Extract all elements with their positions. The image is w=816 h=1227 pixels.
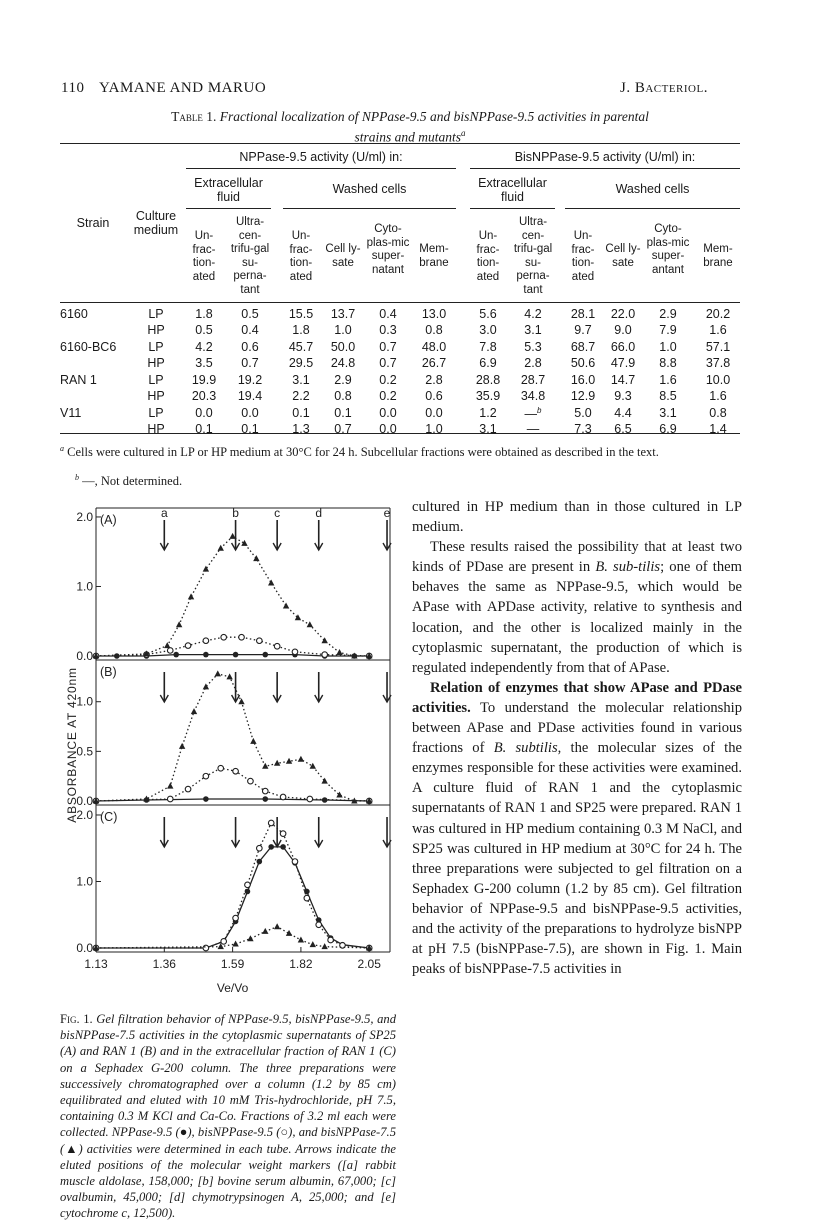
data-point-filled-triangle <box>298 937 304 943</box>
col-membrane-1: Mem-brane <box>419 243 449 269</box>
table-cell-value: 3.5 <box>195 356 213 370</box>
table-cell-value: 19.4 <box>237 389 263 403</box>
table-cell-value: 0.8 <box>334 389 352 403</box>
table-cell-value: 0.6 <box>425 389 443 403</box>
data-point-open-circle <box>167 648 173 654</box>
x-tick-label: 1.13 <box>84 957 108 971</box>
col-strain: Strain <box>76 216 110 230</box>
table-header-rule <box>60 302 740 303</box>
table-cell-value: 6.5 <box>614 422 632 436</box>
data-point-open-circle <box>280 794 286 800</box>
table-cell-value: 28.7 <box>520 373 546 387</box>
col-lysate-2: Cell ly-sate <box>605 243 641 269</box>
table-cell-value: 8.8 <box>659 356 677 370</box>
sub-washed-1: Washed cells <box>332 182 407 196</box>
table-cell-medium: LP <box>148 340 164 354</box>
data-point-open-circle <box>292 859 298 865</box>
table-label: Table 1. <box>171 109 217 124</box>
table-cell-strain: RAN 1 <box>60 373 97 387</box>
table-cell-value: 0.7 <box>241 356 259 370</box>
data-point-filled-triangle <box>176 621 182 627</box>
col-unfrac-1: Un-frac-tion-ated <box>192 230 216 283</box>
data-point-filled-circle <box>262 652 268 658</box>
footnote-b <box>75 470 182 489</box>
data-point-open-circle <box>167 796 173 802</box>
table-cell-value: 14.7 <box>610 373 636 387</box>
series-line-filled-circle <box>96 847 369 948</box>
table-cell-value: — <box>526 422 540 436</box>
table-cell-value: 0.1 <box>292 406 310 420</box>
data-point-open-circle <box>221 939 227 945</box>
table-cell-value: 1.6 <box>709 323 727 337</box>
sub4-rule <box>565 208 740 209</box>
y-tick-label: 0.5 <box>76 744 93 759</box>
y-tick-label: 0.0 <box>76 941 93 955</box>
table-cell-value: 13.7 <box>330 307 356 321</box>
p3-text-b: , the molecular sizes of the enzymes responsible for these activities were examined. A culture fluid of RAN 1 and the cytoplasmic supernatants of RAN 1 and SP25 were prepared. RAN 1 was cultured in HP medium containing 0.3 M NaCl, and SP25 was cultured in HP medium at 30°C for 24 h. The three preparations were subjected to gel filtration on a Sephadex G-200 column (1.2 by 85 cm). Gel filtration behavior of NPPase-9.5 and bisNPPase-9.5 activities, and the activity of the preparations to hydrolyze bisNPP at pH 7.5 (bisNPPase-7.5), are shown in Fig. 1. Main peaks of bisNPPase-7.5 activities in <box>412 740 742 978</box>
table-title-note: a <box>461 128 466 138</box>
table-cell-value: 1.0 <box>425 422 443 436</box>
data-point-filled-triangle <box>218 545 224 551</box>
table-cell-value: 29.5 <box>288 356 314 370</box>
data-point-filled-triangle <box>298 756 304 762</box>
journal-name: J. Bacteriol. <box>620 80 708 96</box>
marker-arrow-label: c <box>274 506 281 520</box>
x-axis-title: Ve/Vo <box>216 981 249 995</box>
data-point-filled-triangle <box>310 941 316 947</box>
table-cell-value: 7.3 <box>574 422 592 436</box>
table-cell-value: 37.8 <box>705 356 731 370</box>
group2-header: BisNPPase-9.5 activity (U/ml) in: <box>514 150 696 164</box>
x-tick-label: 2.05 <box>357 957 381 971</box>
col-unfrac-2: Un-frac-tion-ated <box>289 230 313 283</box>
table-title <box>60 108 760 146</box>
footnote-b-text: —, Not determined. <box>82 474 183 489</box>
table-cell-value: —$^b$ <box>524 406 542 422</box>
data-point-filled-circle <box>268 844 274 850</box>
table-cell-value: 1.3 <box>292 422 310 436</box>
data-point-open-circle <box>274 643 280 649</box>
y-tick-label: 1.0 <box>76 694 93 709</box>
table-cell-value: 26.7 <box>421 356 447 370</box>
paragraph-2 <box>412 537 742 678</box>
table-cell-value: 1.6 <box>709 389 727 403</box>
data-point-filled-triangle <box>167 783 173 789</box>
data-point-filled-triangle <box>336 792 342 798</box>
table-cell-value: 45.7 <box>288 340 314 354</box>
paragraph-3 <box>412 678 742 979</box>
series-line-filled-triangle <box>96 536 369 656</box>
data-point-open-circle <box>280 831 286 837</box>
x-tick-label: 1.36 <box>152 957 176 971</box>
table-cell-value: 0.2 <box>379 373 397 387</box>
table-cell-value: 2.8 <box>425 373 443 387</box>
data-point-filled-circle <box>173 652 179 658</box>
data-point-filled-triangle <box>250 738 256 744</box>
table-cell-strain: V11 <box>60 406 82 420</box>
table-cell-value: 3.1 <box>659 406 677 420</box>
data-point-filled-circle <box>262 796 268 802</box>
caption-text: Gel filtration behavior of NPPase-9.5, bisNPPase-9.5, and bisNPPase-7.5 activities in the cytoplasmic supernatants of SP25 (A) and RAN 1 (B) and in the extracellular fraction of RAN 1 (C) on a Sephadex G-200 column. The three preparations were successively chromatographed over a column (1.2 by 85 cm) equilibrated and eluted with 10 mM Tris-hydrochloride, pH 7.5, containing 0.3 M KCl and Ca-Co. Fractions of 3.2 ml each were collected. NPPase-9.5 (●), bisNPPase-9.5 (○), and bisNPPase-7.5 (▲) activities were determined in each tube. Arrows indicate the eluted positions of the molecular weight markers ([a] rabbit muscle aldolase, 158,000; [b] bovine serum albumin, 67,000; [c] ovalbumin, 45,000; [d] chymotrypsinogen A, 25,000; and [e] cytochrome c, 12,500). <box>60 1012 396 1221</box>
table-cell-value: 0.5 <box>195 323 213 337</box>
table-cell-value: 0.6 <box>241 340 259 354</box>
table-cell-value: 5.3 <box>524 340 542 354</box>
table-cell-value: 4.2 <box>195 340 213 354</box>
table-cell-value: 0.0 <box>195 406 213 420</box>
panel-label: (A) <box>100 513 117 527</box>
table-cell-value: 9.0 <box>614 323 632 337</box>
group2-rule <box>470 168 740 169</box>
table-cell-value: 20.3 <box>191 389 217 403</box>
data-point-filled-triangle <box>321 637 327 643</box>
data-point-open-circle <box>292 649 298 655</box>
table-cell-value: 6.9 <box>479 356 497 370</box>
figure-caption <box>60 1011 396 1222</box>
table-title-line2: strains and mutants <box>354 129 462 145</box>
data-point-open-circle <box>304 895 310 901</box>
p2-species: B. sub-tilis <box>595 559 661 576</box>
data-point-filled-triangle <box>247 935 253 941</box>
table-cell-value: 2.8 <box>524 356 542 370</box>
table-cell-value: 35.9 <box>475 389 501 403</box>
data-point-open-circle <box>233 768 239 774</box>
data-point-open-circle <box>257 638 263 644</box>
data-point-filled-circle <box>203 796 209 802</box>
table-cell-value: 4.4 <box>614 406 632 420</box>
col-membrane-2: Mem-brane <box>703 243 733 269</box>
data-point-open-circle <box>322 652 328 658</box>
table-cell-value: 20.2 <box>705 307 731 321</box>
marker-arrow-label: d <box>315 506 323 520</box>
caption-label: Fig. 1. <box>60 1012 93 1026</box>
table-cell-value: 19.2 <box>237 373 263 387</box>
series-line-open-circle <box>96 637 369 656</box>
data-point-filled-triangle <box>321 778 327 784</box>
table-cell-value: 15.5 <box>288 307 314 321</box>
y-tick-label: 0.0 <box>76 649 93 663</box>
table-cell-value: 0.1 <box>195 422 213 436</box>
table-cell-value: 0.8 <box>709 406 727 420</box>
table-cell-value: 34.8 <box>520 389 546 403</box>
table-cell-value: 0.0 <box>379 422 397 436</box>
sub1-rule <box>186 208 271 209</box>
data-point-open-circle <box>221 634 227 640</box>
data-point-filled-triangle <box>232 941 238 947</box>
figure-frame <box>65 506 391 995</box>
col-cyto-2: Cyto-plas-mic super-antant <box>646 223 690 276</box>
table-cell-strain: 6160-BC6 <box>60 340 117 354</box>
footnote-a-text: Cells were cultured in LP or HP medium at 30°C for 24 h. Subcellular fractions were obtained as described in the text. <box>67 445 659 460</box>
data-point-filled-triangle <box>188 593 194 599</box>
y-tick-label: 2.0 <box>76 509 93 524</box>
table-cell-value: 0.7 <box>379 340 397 354</box>
table-cell-value: 0.2 <box>379 389 397 403</box>
data-point-filled-triangle <box>226 673 232 679</box>
col-unfrac-3: Un-frac-tion-ated <box>476 230 500 283</box>
x-tick-label: 1.59 <box>220 957 245 971</box>
table-cell-medium: HP <box>147 323 165 337</box>
table-cell-value: 2.9 <box>659 307 677 321</box>
p2-text-a: These results raised the possibility that at least two kinds of PDase are present in <box>412 539 742 576</box>
table-cell-value: 0.7 <box>379 356 397 370</box>
data-point-filled-triangle <box>203 566 209 572</box>
data-point-open-circle <box>185 643 191 649</box>
marker-arrow-label: b <box>232 506 239 520</box>
table-cell-value: 0.1 <box>241 422 259 436</box>
data-point-open-circle <box>316 922 322 928</box>
table-cell-value: 1.6 <box>659 373 677 387</box>
table-cell-medium: HP <box>147 422 165 436</box>
data-point-filled-triangle <box>268 580 274 586</box>
col-cyto-1: Cyto-plas-mic super-natant <box>366 223 410 276</box>
table-cell-value: 1.0 <box>334 323 352 337</box>
table-cell-value: 0.0 <box>379 406 397 420</box>
data-point-filled-circle <box>203 652 209 658</box>
data-point-filled-triangle <box>262 928 268 934</box>
table-cell-value: 16.0 <box>570 373 596 387</box>
series-line-filled-triangle <box>96 674 369 801</box>
table-cell-value: 9.3 <box>614 389 632 403</box>
data-point-filled-triangle <box>179 743 185 749</box>
data-point-open-circle <box>203 773 209 779</box>
table-cell-value: 3.0 <box>479 323 497 337</box>
y-tick-label: 0.0 <box>76 794 93 808</box>
table-cell-value: 4.2 <box>524 307 542 321</box>
table-cell-strain: 6160 <box>60 307 88 321</box>
y-tick-label: 1.0 <box>76 579 93 594</box>
figure-marks <box>93 533 373 951</box>
data-point-filled-triangle <box>321 943 327 949</box>
table-cell-value: 0.3 <box>379 323 397 337</box>
data-point-open-circle <box>262 788 268 794</box>
table-cell-value: 0.0 <box>425 406 443 420</box>
table-cell-value: 2.2 <box>292 389 310 403</box>
data-point-filled-triangle <box>274 923 280 929</box>
table-cell-value: 48.0 <box>421 340 447 354</box>
table-cell-value: 0.4 <box>241 323 259 337</box>
table-cell-medium: HP <box>147 389 165 403</box>
data-point-filled-triangle <box>262 763 268 769</box>
table-cell-medium: LP <box>148 307 164 321</box>
sub-extracellular-1: Extracellular fluid <box>194 176 263 204</box>
data-point-filled-triangle <box>191 708 197 714</box>
table-cell-medium: LP <box>148 406 164 420</box>
figure-1 <box>40 500 400 1000</box>
table-cell-value: 7.9 <box>659 323 677 337</box>
table-cell-value: 0.1 <box>334 406 352 420</box>
marker-arrow-label: e <box>383 506 391 520</box>
data-point-filled-circle <box>257 859 263 865</box>
table-cell-value: 57.1 <box>705 340 731 354</box>
footnote-a: $^a$ Cells were cultured in LP or HP medium at 30°C for 24 h. Subcellular fractions were obtained as described in the text. <box>60 444 659 460</box>
y-axis-title: ABSORBANCE AT 420nm <box>65 667 79 823</box>
table-cell-value: 3.1 <box>524 323 542 337</box>
table-cell-medium: HP <box>147 356 165 370</box>
table-cell-value: 1.8 <box>292 323 310 337</box>
series-line-open-circle <box>96 768 369 801</box>
table-cell-value: 0.8 <box>425 323 443 337</box>
p3-species: B. subtilis <box>493 740 558 757</box>
panel-label: (C) <box>100 810 118 824</box>
table-cell-value: 28.8 <box>475 373 501 387</box>
x-tick-label: 1.82 <box>289 957 313 971</box>
y-tick-label: 2.0 <box>76 807 93 822</box>
data-point-open-circle <box>239 634 245 640</box>
table-cell-value: 13.0 <box>421 307 447 321</box>
table-note-mark: b <box>537 406 542 415</box>
col-unfrac-4: Un-frac-tion-ated <box>571 230 595 283</box>
data-point-open-circle <box>307 796 313 802</box>
data-point-open-circle <box>233 915 239 921</box>
table-cell-value: 22.0 <box>610 307 636 321</box>
sub3-rule <box>470 208 555 209</box>
data-point-open-circle <box>203 945 209 951</box>
table-top-rule <box>60 143 740 144</box>
table-cell-value: 1.8 <box>195 307 213 321</box>
section-heading: Relation of enzymes that show APase and PDase activities. <box>412 679 742 716</box>
group1-rule <box>186 168 456 169</box>
table-cell-value: 0.4 <box>379 307 397 321</box>
table-cell-value: 50.6 <box>570 356 596 370</box>
table-cell-value: 66.0 <box>610 340 636 354</box>
data-point-open-circle <box>185 786 191 792</box>
sub-extracellular-2: Extracellular fluid <box>478 176 547 204</box>
table-cell-value: 47.9 <box>610 356 636 370</box>
table-cell-value: 3.1 <box>292 373 310 387</box>
data-point-open-circle <box>203 638 209 644</box>
table-cell-value: 0.0 <box>241 406 259 420</box>
table-cell-value: 1.2 <box>479 406 497 420</box>
data-point-filled-triangle <box>307 621 313 627</box>
paragraph-1: cultured in HP medium than in those cultured in LP medium. <box>412 499 742 536</box>
table-cell-value: 68.7 <box>570 340 596 354</box>
table-cell-value: 8.5 <box>659 389 677 403</box>
table-cell-value: 24.8 <box>330 356 356 370</box>
table-cell-value: 1.4 <box>709 422 727 436</box>
table-cell-value: 6.9 <box>659 422 677 436</box>
group1-header: NPPase-9.5 activity (U/ml) in: <box>239 150 403 164</box>
data-point-filled-triangle <box>241 540 247 546</box>
marker-arrow-label: a <box>160 506 168 520</box>
sub-washed-2: Washed cells <box>615 182 690 196</box>
data-point-filled-triangle <box>253 555 259 561</box>
col-ultra-2: Ultra-cen-trifu-gal su-perna-tant <box>513 216 553 296</box>
data-point-filled-triangle <box>336 649 342 655</box>
table-cell-value: 50.0 <box>330 340 356 354</box>
table-cell-value: 28.1 <box>570 307 596 321</box>
sub2-rule <box>283 208 456 209</box>
table-cell-value: 5.6 <box>479 307 497 321</box>
data-point-open-circle <box>218 765 224 771</box>
data-point-open-circle <box>328 937 334 943</box>
table-cell-value: 19.9 <box>191 373 217 387</box>
table-cell-value: 0.7 <box>334 422 352 436</box>
data-point-open-circle <box>257 845 263 851</box>
data-point-open-circle <box>248 778 254 784</box>
data-point-filled-circle <box>233 652 239 658</box>
table-cell-value: 3.1 <box>479 422 497 436</box>
footnote-b-mark: b <box>75 473 79 482</box>
table-cell-value: 2.9 <box>334 373 352 387</box>
col-lysate-1: Cell ly-sate <box>325 243 361 269</box>
col-medium: Culture medium <box>133 209 179 237</box>
body-column <box>412 497 742 979</box>
table-cell-value: 1.0 <box>659 340 677 354</box>
table-cell-value: 12.9 <box>570 389 596 403</box>
p2-text-b: ; one of them behaves the same as NPPase-9.5, which would be APase with APDase activity, relative to synthesis and location, and the other is localized mainly in the cytoplasmic supernatant, the production of which is regulated independently from that of APase. <box>412 559 742 676</box>
col-ultra-1: Ultra-cen-trifu-gal su-perna-tant <box>230 216 270 296</box>
table-cell-value: 0.5 <box>241 307 259 321</box>
table-title-line1: Fractional localization of NPPase-9.5 and bisNPPase-9.5 activities in parental <box>219 109 649 124</box>
data-point-filled-triangle <box>310 763 316 769</box>
data-point-filled-triangle <box>215 670 221 676</box>
data-point-filled-triangle <box>203 683 209 689</box>
data-point-open-circle <box>268 820 274 826</box>
running-authors: YAMANE AND MARUO <box>99 80 267 96</box>
table-cell-value: 10.0 <box>705 373 731 387</box>
table-cell-medium: LP <box>148 373 164 387</box>
data-point-open-circle <box>245 882 251 888</box>
data-point-filled-triangle <box>283 602 289 608</box>
p3-text-a: To understand the molecular relationship between APase and PDase activities found in various fractions of <box>412 699 742 757</box>
table-cell-value: 7.8 <box>479 340 497 354</box>
page-number: 110 <box>61 80 85 96</box>
table-cell-value: 9.7 <box>574 323 592 337</box>
panel-label: (B) <box>100 665 117 679</box>
data-point-filled-triangle <box>238 698 244 704</box>
data-point-filled-triangle <box>295 614 301 620</box>
data-point-filled-circle <box>280 844 286 850</box>
y-tick-label: 1.0 <box>76 874 93 889</box>
table-cell-value: 5.0 <box>574 406 592 420</box>
